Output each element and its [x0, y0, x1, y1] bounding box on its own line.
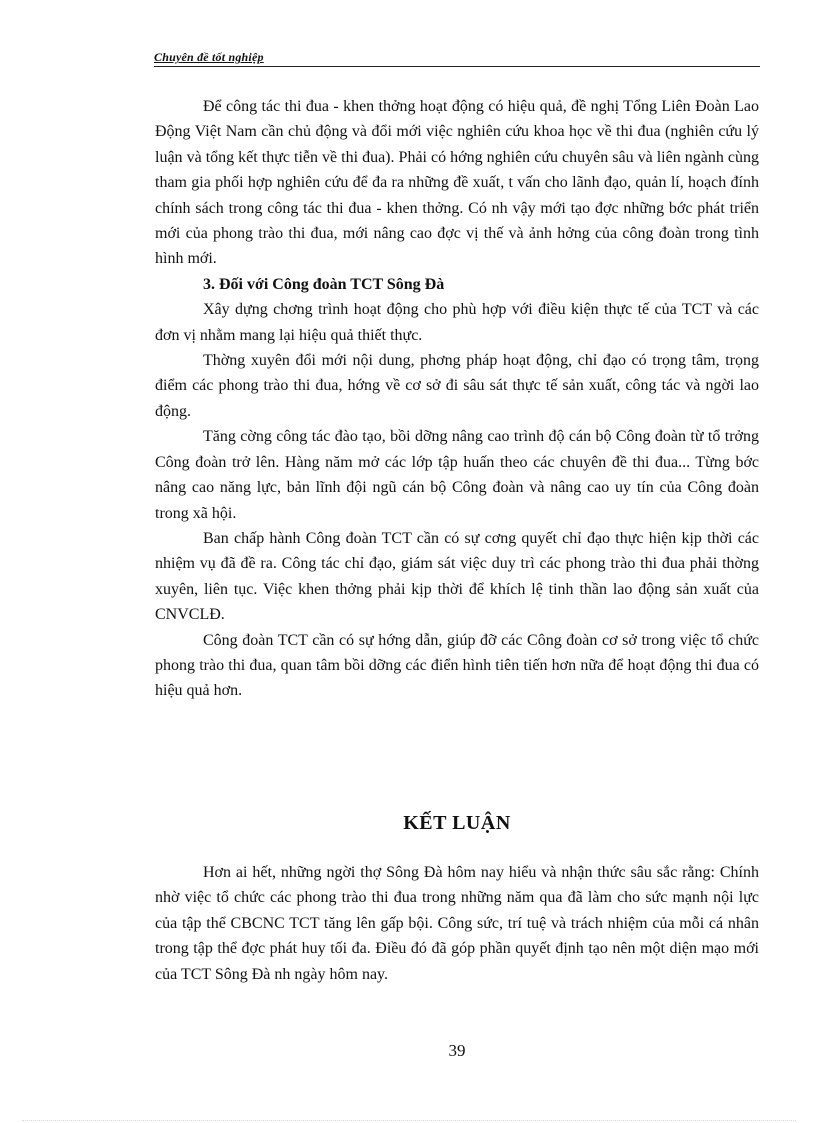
- main-content: [155, 94, 759, 704]
- conclusion-title: KẾT LUẬN: [403, 812, 511, 834]
- section-paragraph: Thờng xuyên đổi mới nội dung, phơng pháp hoạt động, chỉ đạo có trọng tâm, trọng điểm các phong trào thi đua, hớng về cơ sở đi sâu sát thực tế sản xuất, công tác và ngời lao động.: [155, 352, 759, 420]
- section-paragraph: Ban chấp hành Công đoàn TCT cần có sự cơng quyết chỉ đạo thực hiện kịp thời các nhiệm vụ đã đề ra. Công tác chỉ đạo, giám sát việc duy trì các phong trào thi đua phải thờng xuyên, liên tục. Việc khen thởng phải kịp thời để khích lệ tinh thần lao động sản xuất của CNVCLĐ.: [155, 529, 759, 624]
- conclusion-paragraph: Hơn ai hết, những ngời thợ Sông Đà hôm nay hiểu và nhận thức sâu sắc rằng: Chính nhờ việc tổ chức các phong trào thi đua trong những năm qua đã làm cho sức mạnh nội lực của tập thể CBCNC TCT tăng lên gấp bội. Công sức, trí tuệ và trách nhiệm của mỗi cá nhân trong tập thể đợc phát huy tối đa. Điều đó đã góp phần quyết định tạo nên một diện mạo mới của TCT Sông Đà nh ngày hôm nay.: [155, 864, 759, 983]
- page-bottom-divider: [22, 1120, 796, 1121]
- page-number: 39: [448, 1041, 466, 1060]
- page-header: [154, 50, 760, 67]
- conclusion-section: [155, 860, 759, 987]
- section-heading: 3. Đối với Công đoàn TCT Sông Đà: [203, 275, 445, 293]
- section-paragraph: Công đoàn TCT cần có sự hớng dẫn, giúp đỡ các Công đoàn cơ sở trong việc tổ chức phong trào thi đua, quan tâm bồi dỡng các điển hình tiên tiến hơn nữa để hoạt động thi đua có hiệu quả hơn.: [155, 631, 759, 700]
- section-paragraph: Xây dựng chơng trình hoạt động cho phù hợp với điều kiện thực tế của TCT và các đơn vị nhằm mang lại hiệu quả thiết thực.: [155, 301, 759, 344]
- intro-paragraph: Để công tác thi đua - khen thởng hoạt động có hiệu quả, đề nghị Tổng Liên Đoàn Lao Động Việt Nam cần chủ động và đổi mới việc nghiên cứu khoa học về thi đua (nghiên cứu lý luận và tổng kết thực tiễn về thi đua). Phải có hớng nghiên cứu chuyên sâu và liên ngành cùng tham gia phối hợp nghiên cứu để đa ra những đề xuất, t vấn cho lãnh đạo, quản lí, hoạch đính chính sách trong công tác thi đua - khen thởng. Có nh vậy mới tạo đợc những bớc phát triển mới của phong trào thi đua, mới nâng cao đợc vị thế và ảnh hởng của công đoàn trong tình hình mới.: [155, 98, 759, 268]
- header-title: Chuyên đề tốt nghiệp: [154, 50, 264, 64]
- section-paragraph: Tăng cờng công tác đào tạo, bồi dỡng nâng cao trình độ cán bộ Công đoàn từ tổ trởng Công đoàn trở lên. Hàng năm mở các lớp tập huấn theo các chuyên đề thi đua... Từng bớc nâng cao năng lực, bản lĩnh đội ngũ cán bộ Công đoàn và nâng cao uy tín của Công đoàn trong xã hội.: [155, 428, 759, 522]
